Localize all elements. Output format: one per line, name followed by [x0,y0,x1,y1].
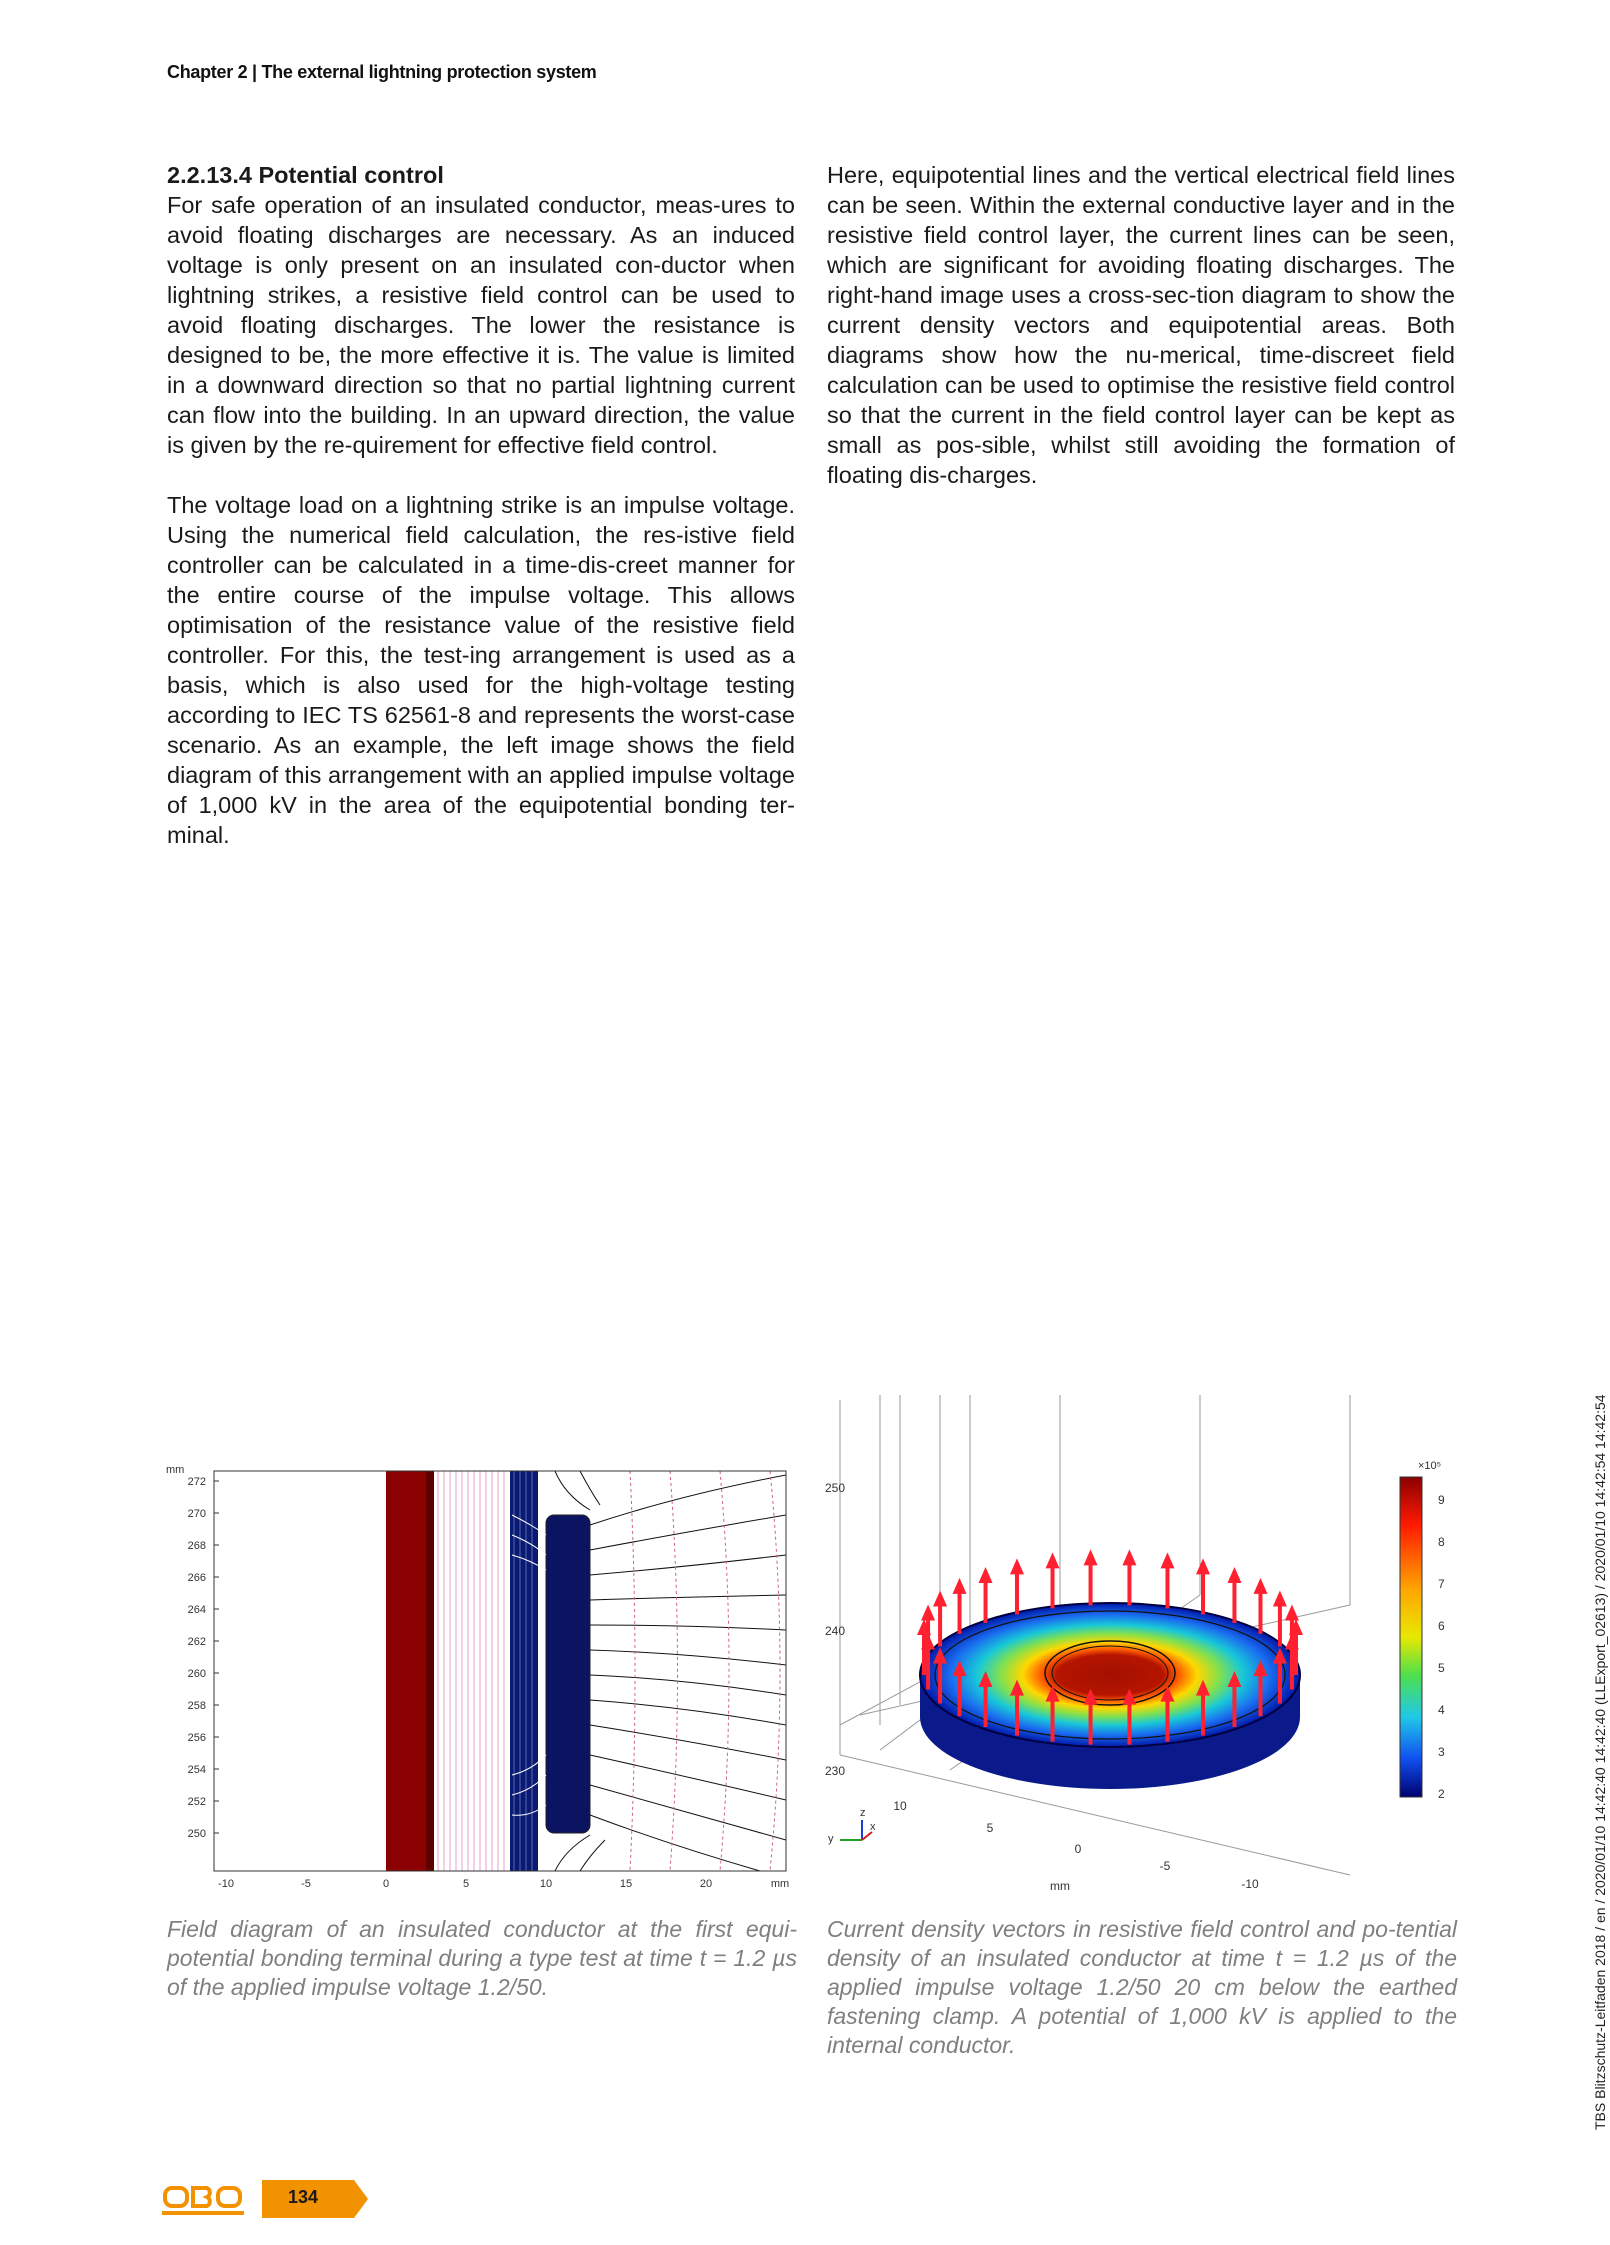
y-tick: 262 [187,1636,206,1648]
z-axis [825,1481,845,1778]
paragraph: For safe operation of an insulated conductor, meas-ures to avoid floating discharges are necessary. As an induced voltage is only present on an insulated con-ductor when lightning strikes, a resistive field control can be used to avoid floating discharges. The lower the resistance is designed to be, the more effective it is. The value is limited in a downward direction so that no partial lightning current can flow into the building. In an upward direction, the value is given by the re-quirement for effective field control. [167,192,795,458]
x-tick: 20 [699,1878,713,1890]
figure-caption-left: Field diagram of an insulated conductor at the first equi-potential bonding terminal during a type test at time t = 1.2 µs of the applied impulse voltage 1.2/50. [167,1916,797,2000]
paragraph: The voltage load on a lightning strike is an impulse voltage. Using the numerical field calculation, the res-istive field controller can be calculated in a time-dis-creet manner for the entire course of the impulse voltage. This allows optimisation of the resistance value of the resistive field controller. For this, the test-ing arrangement is used as a basis, which is also used for the high-voltage testing according to IEC TS 62561-8 and represents the worst-case scenario. As an example, the left image shows the field diagram of this arrangement with an applied impulse voltage of 1,000 kV in the area of the equipotential bonding ter-minal. [167,492,795,848]
current-vector-arrowhead [1285,1604,1299,1620]
y-tick: 250 [187,1828,206,1840]
figure-caption-right: Current density vectors in resistive field control and po-tential density of an insulated conductor at time t = 1.2 µs of the applied impulse voltage 1.2/50 20 cm below the earthed fastening clamp. A potential of 1,000 kV is applied to the internal conductor. [827,1916,1457,2058]
z-tick: 250 [825,1481,846,1495]
x-tick: 0 [382,1878,390,1890]
current-vector-arrowhead [1122,1549,1136,1565]
colorbar-exponent: ×10⁵ [1418,1460,1442,1472]
y-tick: 254 [187,1764,206,1776]
x-unit-label: mm [1050,1879,1070,1893]
x-tick: 5 [986,1821,994,1835]
colorbar-tick: 2 [1438,1787,1445,1801]
colorbar-tick: 9 [1438,1493,1445,1507]
colorbar-tick: 4 [1438,1703,1445,1717]
document-meta-vertical: TBS Blitzschutz-Leitfaden 2018 / en / 2020/01/10 14:42:40 14:42:40 (LLExport_02613) / 2020/01/10 14:42:54 14:42:54 [1592,1394,1608,2130]
conductor-core [386,1471,428,1871]
chapter-header: Chapter 2 | The external lightning protection system [167,62,597,82]
y-tick: 270 [187,1508,206,1520]
colorbar-tick: 8 [1438,1535,1445,1549]
y-tick: 266 [187,1572,206,1584]
x-tick: 10 [893,1799,907,1813]
bonding-terminal [546,1515,590,1833]
right-column [827,160,1455,520]
current-vector-arrowhead [921,1604,935,1620]
z-tick: 230 [825,1764,846,1778]
current-vector-arrowhead [1273,1591,1287,1607]
current-vector-arrowhead [1160,1552,1174,1568]
y-tick: 272 [187,1476,206,1488]
left-column [167,160,795,880]
x-tick: 0 [1074,1842,1082,1856]
x-tick: -10 [218,1878,234,1890]
x-tick: -10 [1241,1877,1259,1891]
current-vector-arrowhead [979,1567,993,1583]
x-tick: -5 [1159,1859,1171,1873]
colorbar-tick: 3 [1438,1745,1445,1759]
x-unit-label: mm [770,1878,790,1890]
y-tick: 258 [187,1700,206,1712]
current-density-figure [820,1395,1610,1895]
current-vector-arrowhead [1010,1558,1024,1574]
obo-logo [162,2180,246,2218]
current-vector-arrowhead [1046,1552,1060,1568]
current-vector-arrowhead [933,1591,947,1607]
x-tick: 5 [462,1878,470,1890]
axis-triad [828,1807,876,1845]
axis-x-label: x [870,1821,876,1833]
axis-y-label: y [828,1833,834,1845]
colorbar [1400,1460,1445,1801]
x-axis-3d [893,1799,1259,1893]
z-tick: 240 [825,1624,846,1638]
field-plot-area [214,1471,786,1871]
current-vector-arrowhead [1196,1558,1210,1574]
y-tick: 260 [187,1668,206,1680]
y-axis [188,1476,206,1840]
section-heading: 2.2.13.4 Potential control [167,162,444,188]
page-number: 134 [288,2187,319,2207]
x-tick: 10 [539,1878,553,1890]
x-axis [218,1878,789,1890]
current-vector-arrowhead [953,1578,967,1594]
current-vector-arrowhead [1227,1567,1241,1583]
x-tick: 15 [619,1878,633,1890]
paragraph: Here, equipotential lines and the vertical electrical field lines can be seen. Within the external conductive layer and in the resistive field control layer, the current lines can be seen, which are significant for avoiding floating discharges. The right-hand image uses a cross-sec-tion diagram to show the current density vectors and equipotential areas. Both diagrams show how the nu-merical, time-discreet field calculation can be used to optimise the resistive field control so that the current in the field control layer can be kept as small as pos-sible, whilst still avoiding the formation of floating dis-charges. [827,162,1455,488]
colorbar-tick: 7 [1438,1577,1445,1591]
colorbar-tick: 5 [1438,1661,1445,1675]
axis-z-label: z [860,1807,866,1819]
y-tick: 252 [187,1796,206,1808]
current-vector-arrowhead [1084,1549,1098,1565]
y-tick: 264 [187,1604,206,1616]
disc-surface [920,1603,1300,1747]
y-tick: 268 [187,1540,206,1552]
field-diagram-figure [160,1455,800,1895]
y-unit-label: mm [166,1464,185,1476]
colorbar-tick: 6 [1438,1619,1445,1633]
x-tick: -5 [301,1878,311,1890]
current-vector-arrowhead [1253,1578,1267,1594]
y-tick: 256 [187,1732,206,1744]
